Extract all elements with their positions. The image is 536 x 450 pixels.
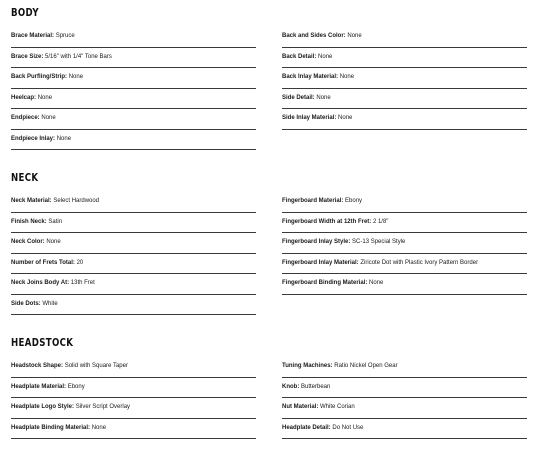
spec-value: None: [338, 115, 353, 121]
spec-row: [11, 254, 256, 275]
spec-row: [282, 254, 527, 275]
spec-label: Headplate Binding Material:: [11, 424, 91, 431]
spec-label: Endpiece:: [11, 115, 40, 121]
spec-label: Endpiece Inlay:: [11, 135, 56, 142]
spec-label: Side Dots:: [11, 300, 41, 307]
spec-value: SC-13 Special Style: [352, 239, 406, 245]
spec-value: Silver Script Overlay: [75, 404, 131, 410]
spec-value: None: [56, 135, 72, 142]
spec-label: Headstock Shape:: [11, 363, 64, 369]
headstock-left-column: [11, 357, 256, 439]
spec-value: Spruce: [55, 33, 75, 39]
body-right-column: [282, 27, 527, 130]
spec-label: Nut Material:: [282, 404, 319, 410]
body-left-column: [11, 27, 256, 150]
spec-row: [282, 419, 527, 440]
spec-value: Solid with Square Taper: [64, 363, 128, 369]
spec-row: [282, 378, 527, 399]
spec-value: None: [41, 115, 56, 121]
spec-row: [11, 378, 256, 399]
spec-row: [11, 48, 256, 69]
spec-label: Side Detail:: [282, 94, 315, 101]
spec-row: [11, 68, 256, 89]
spec-value: None: [37, 94, 53, 101]
spec-row: [11, 89, 256, 110]
spec-value: Ebony: [345, 198, 363, 204]
spec-row: [11, 419, 256, 440]
neck-right-column: [282, 192, 527, 295]
spec-label: Back Inlay Material:: [282, 74, 339, 80]
spec-value: Butterbean: [301, 383, 331, 390]
spec-label: Neck Material:: [11, 198, 52, 204]
spec-value: None: [68, 74, 84, 80]
spec-row: [11, 295, 256, 316]
spec-label: Tuning Machines:: [282, 363, 333, 369]
spec-row: [11, 398, 256, 419]
spec-value: None: [46, 239, 61, 245]
spec-label: Heelcap:: [11, 94, 37, 101]
spec-label: Knob:: [282, 383, 300, 390]
spec-row: [282, 68, 527, 89]
spec-value: Ebony: [67, 383, 85, 390]
spec-row: [282, 213, 527, 234]
spec-value: 20: [76, 259, 84, 266]
spec-label: Brace Material:: [11, 33, 55, 39]
section-title-neck: NECK: [11, 172, 39, 184]
spec-row: [282, 233, 527, 254]
spec-label: Fingerboard Width at 12th Fret:: [282, 218, 372, 225]
spec-label: Back Purfling/Strip:: [11, 74, 68, 80]
section-title-headstock: HEADSTOCK: [11, 337, 74, 349]
spec-label: Neck Joins Body At:: [11, 280, 70, 286]
spec-row: [282, 27, 527, 48]
spec-row: [11, 213, 256, 234]
spec-row: [282, 109, 527, 130]
spec-label: Number of Frets Total:: [11, 259, 75, 266]
spec-value: 2 1/8": [372, 218, 389, 225]
spec-row: [282, 274, 527, 295]
spec-value: Ratio Nickel Open Gear: [334, 363, 398, 369]
spec-row: [282, 398, 527, 419]
spec-row: [282, 89, 527, 110]
spec-row: [11, 192, 256, 213]
spec-label: Headplate Material:: [11, 383, 67, 390]
spec-value: Do Not Use: [332, 424, 364, 431]
headstock-right-column: [282, 357, 527, 439]
spec-value: Satin: [48, 218, 63, 225]
spec-label: Headplate Logo Style:: [11, 404, 75, 410]
spec-label: Side Inlay Material:: [282, 115, 337, 121]
spec-value: None: [339, 74, 355, 80]
spec-value: 5/16" with 1/4" Tone Bars: [45, 53, 112, 60]
spec-label: Fingerboard Inlay Style:: [282, 239, 351, 245]
spec-row: [11, 274, 256, 295]
section-title-body: BODY: [11, 7, 39, 19]
spec-value: Ziricote Dot with Plastic Ivory Pattern Border: [360, 259, 479, 266]
spec-value: None: [318, 53, 333, 60]
spec-row: [11, 130, 256, 151]
spec-row: [11, 109, 256, 130]
spec-label: Fingerboard Inlay Material:: [282, 259, 359, 266]
spec-value: White Corian: [320, 404, 355, 410]
spec-value: None: [369, 280, 384, 286]
spec-value: None: [316, 94, 331, 101]
spec-row: [11, 233, 256, 254]
spec-label: Back and Sides Color:: [282, 33, 346, 39]
spec-value: 13th Fret: [70, 280, 95, 286]
spec-label: Headplate Detail:: [282, 424, 331, 431]
spec-label: Neck Color:: [11, 239, 45, 245]
spec-row: [282, 357, 527, 378]
spec-label: Back Detail:: [282, 53, 317, 60]
spec-label: Fingerboard Binding Material:: [282, 280, 368, 286]
spec-row: [11, 357, 256, 378]
spec-row: [282, 192, 527, 213]
spec-value: Select Hardwood: [53, 198, 100, 204]
neck-left-column: [11, 192, 256, 315]
spec-row: [282, 48, 527, 69]
spec-label: Brace Size:: [11, 53, 44, 60]
spec-value: White: [42, 300, 58, 307]
spec-row: [11, 27, 256, 48]
spec-value: None: [347, 33, 362, 39]
spec-label: Fingerboard Material:: [282, 198, 344, 204]
spec-value: None: [91, 424, 107, 431]
spec-label: Finish Neck:: [11, 218, 47, 225]
